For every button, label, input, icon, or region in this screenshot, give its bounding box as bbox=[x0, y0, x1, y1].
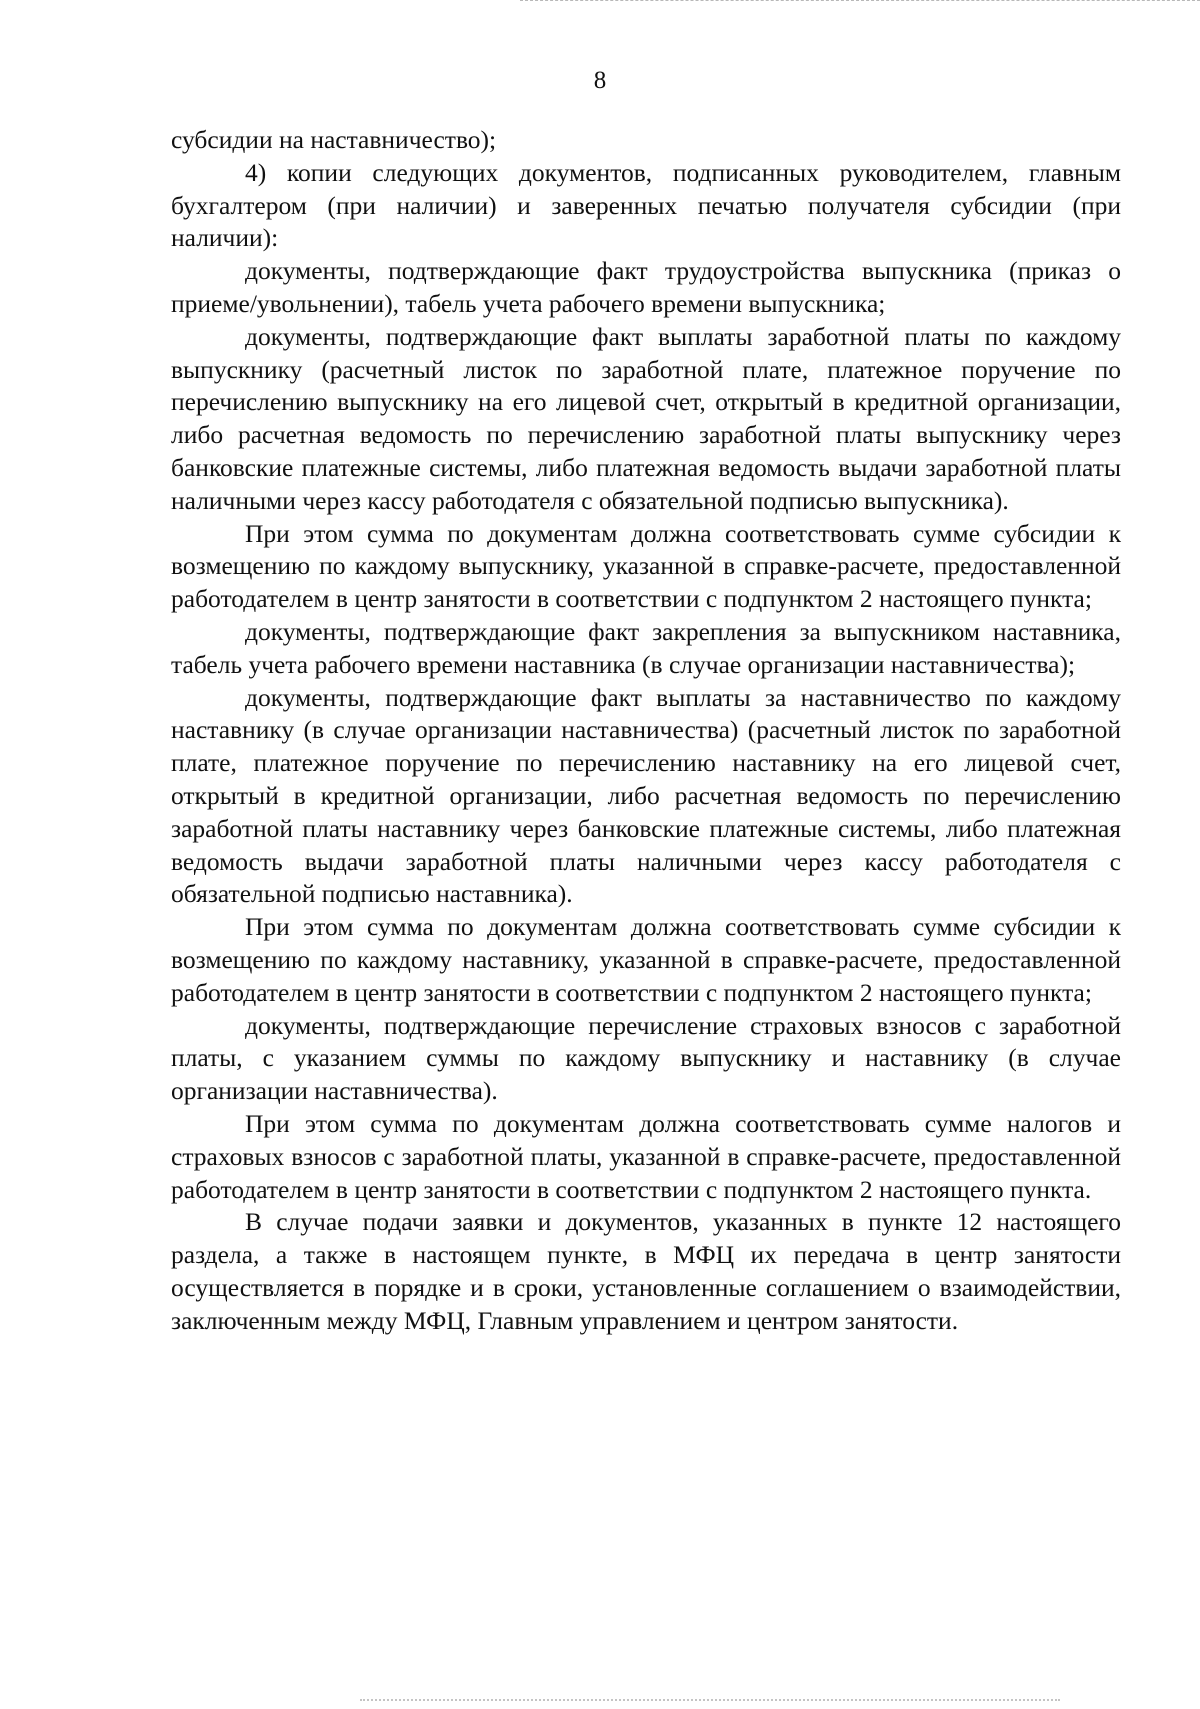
document-body bbox=[171, 124, 1121, 1337]
paragraph-item-4: 4) копии следующих документов, подписанных руководителем, главным бухгалтером (при наличии) и заверенных печатью получателя субсидии (при наличии): bbox=[171, 157, 1121, 253]
paragraph-sum-taxes: При этом сумма по документам должна соответствовать сумме налогов и страховых взносов с заработной платы, указанной в справке-расчете, предоставленной работодателем в центр занятости в соответствии с подпунктом 2 настоящего пункта. bbox=[171, 1108, 1121, 1204]
paragraph-mfc-transfer: В случае подачи заявки и документов, указанных в пункте 12 настоящего раздела, а также в настоящем пункте, в МФЦ их передача в центр занятости осуществляется в порядке и в сроки, установленные соглашением о взаимодействии, заключенным между МФЦ, Главным управлением и центром занятости. bbox=[171, 1207, 1121, 1335]
paragraph-continuation: субсидии на наставничество); bbox=[171, 125, 497, 154]
paragraph-sum-mentor: При этом сумма по документам должна соответствовать сумме субсидии к возмещению по каждому наставнику, указанной в справке-расчете, предоставленной работодателем в центр занятости в соответствии с подпунктом 2 настоящего пункта; bbox=[171, 912, 1121, 1007]
scan-edge-top bbox=[520, 0, 1200, 1]
scan-edge-bottom bbox=[360, 1699, 1060, 1701]
paragraph-insurance-contributions: документы, подтверждающие перечисление страховых взносов с заработной платы, с указанием суммы по каждому выпускнику и наставнику (в случае организации наставничества). bbox=[171, 1010, 1121, 1106]
paragraph-salary-payment-graduate: документы, подтверждающие факт выплаты заработной платы по каждому выпускнику (расчетный листок по заработной плате, платежное поручение по перечислению выпускнику на его лицевой счет, открытый в кредитной организации, либо расчетная ведомость по перечислению заработной платы выпускнику через банковские платежные системы, либо платежная ведомость выдачи заработной платы наличными через кассу работодателя с обязательной подписью выпускника). bbox=[171, 321, 1121, 515]
page-number: 8 bbox=[593, 67, 607, 94]
paragraph-sum-graduate: При этом сумма по документам должна соответствовать сумме субсидии к возмещению по каждому выпускнику, указанной в справке-расчете, предоставленной работодателем в центр занятости в соответствии с подпунктом 2 настоящего пункта; bbox=[171, 518, 1121, 614]
paragraph-mentor-payment: документы, подтверждающие факт выплаты за наставничество по каждому наставнику (в случае организации наставничества) (расчетный листок по заработной плате, платежное поручение по перечислению наставнику на его лицевой счет, открытый в кредитной организации, либо расчетная ведомость по перечислению заработной платы наставнику через банковские платежные системы, либо платежная ведомость выдачи заработной платы наличными через кассу работодателя с обязательной подписью наставника). bbox=[171, 682, 1121, 909]
paragraph-mentor-assignment: документы, подтверждающие факт закрепления за выпускником наставника, табель учета рабочего времени наставника (в случае организации наставничества); bbox=[171, 616, 1121, 679]
paragraph-employment-documents: документы, подтверждающие факт трудоустройства выпускника (приказ о приеме/увольнении), табель учета рабочего времени выпускника; bbox=[171, 256, 1121, 318]
